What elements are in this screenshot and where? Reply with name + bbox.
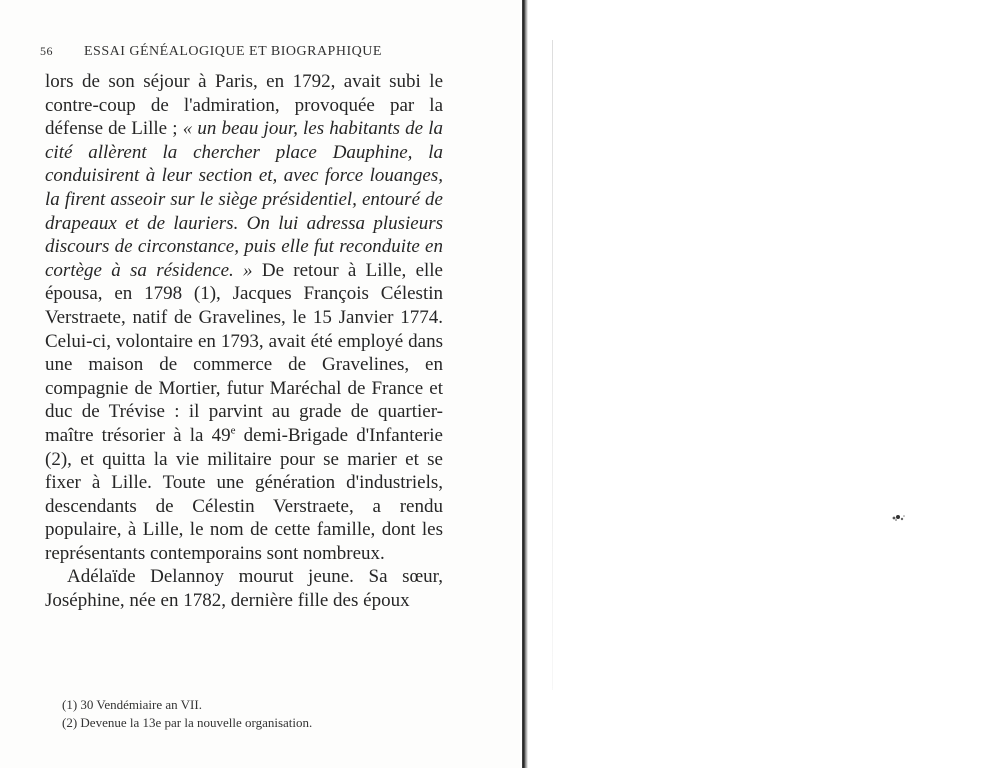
paragraph-1-start: lors de son séjour à Paris, en 1792, avait subi le contre-coup de l'admiration, provoquée par la défense de Lille ; [45,71,443,140]
running-title: ESSAI GÉNÉALOGIQUE ET BIOGRAPHIQUE [84,44,382,59]
footnotes [62,696,422,732]
ink-speck [889,513,907,523]
quotation: « un beau jour, les habitants de la cité allèrent la chercher place Dauphine, la conduisirent à leur section et, avec force louanges, la firent asseoir sur le siège présidentiel, entouré de drapeaux et de lauriers. On lui adressa plusieurs discours de circonstance, puis elle fut reconduite en cortège à sa résidence. » [45,118,443,281]
footnote-2: (2) Devenue la 13e par la nouvelle organisation. [62,715,313,730]
paragraph-1 [45,70,443,565]
superscript: e [230,424,236,437]
body-text [45,70,443,613]
right-page [528,0,1003,768]
footnote-1: (1) 30 Vendémiaire an VII. [62,697,202,712]
page-number: 56 [40,44,53,58]
paragraph-1-middle: De retour à Lille, elle épousa, en 1798 (1), Jacques François Célestin Verstraete, natif de Gravelines, le 15 Janvier 1774. Celui-ci, volontaire en 1793, avait été employé dans une maison de commerce de Gravelines, en compagnie de Mortier, futur Maréchal de France et duc de Trévise : il parvint au grade de quartier-maître trésorier à la 49 [45,259,443,446]
paragraph-2: Adélaïde Delannoy mourut jeune. Sa sœur, Joséphine, née en 1782, dernière fille des époux [45,566,443,612]
bleed-through-line [552,40,553,690]
page-header [40,44,440,64]
paragraph-1-end: demi-Brigade d'Infanterie (2), et quitta la vie militaire pour se marier et se fixer à Lille. Toute une génération d'industriels, descendants de Célestin Verstraete, a rendu populaire, à Lille, le nom de cette famille, dont les représentants contemporains sont nombreux. [45,424,443,564]
